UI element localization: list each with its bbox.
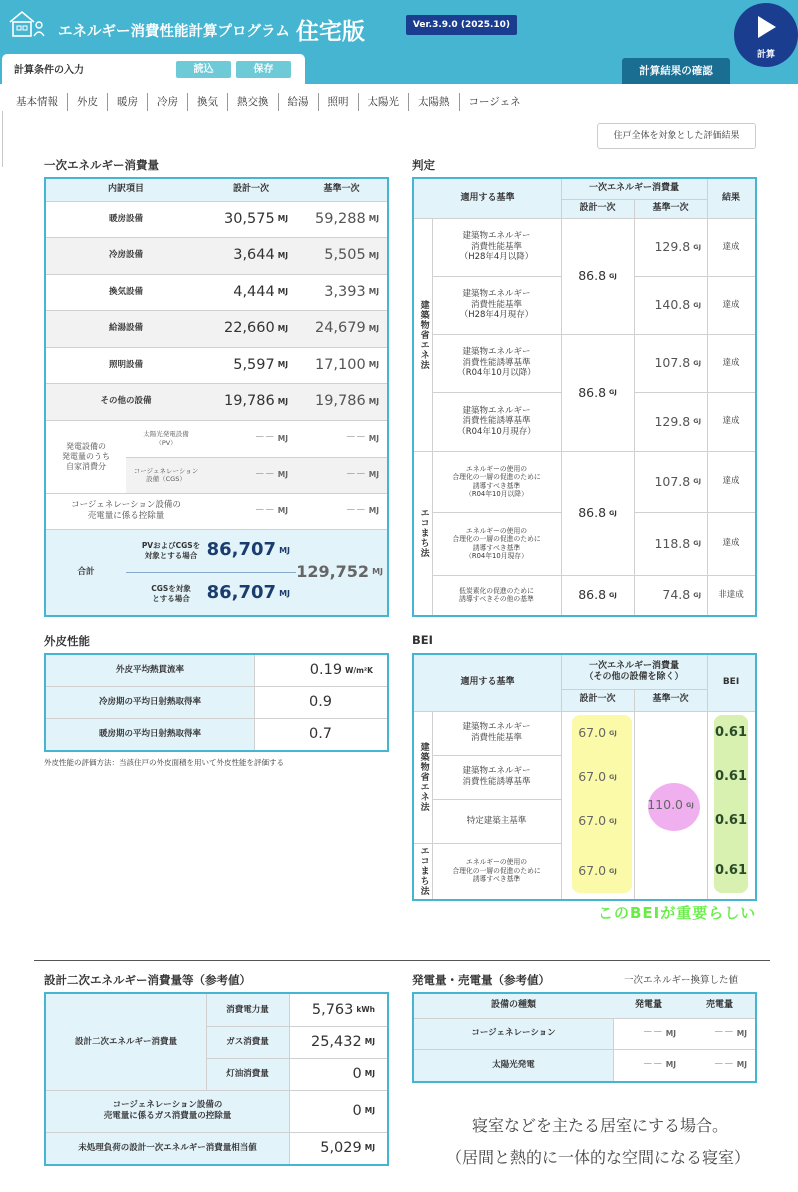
envelope-row-label: 冷房期の平均日射熱取得率 bbox=[98, 696, 201, 707]
save-button[interactable]: 保存 bbox=[236, 61, 291, 78]
row-label: 消費電力量 bbox=[226, 1004, 269, 1015]
row-label: コージェネレーション bbox=[471, 1028, 556, 1039]
row-label: 暖房設備 bbox=[108, 213, 143, 224]
house-logo-icon bbox=[8, 8, 48, 40]
total-a-value: 86,707 MJ bbox=[206, 539, 290, 561]
result-status: 達成 bbox=[722, 416, 740, 427]
row-label: 冷房設備 bbox=[108, 250, 143, 261]
base-value: 110.0 GJ bbox=[647, 797, 694, 813]
standard-name: エネルギーの使用の 合理化の一層の促進のために 誘導すべき基準 bbox=[452, 858, 541, 884]
total-b-label: CGSを対象 とする場合 bbox=[151, 584, 191, 603]
cgs-design-value: －－ MJ bbox=[254, 468, 288, 480]
base-value: 129.8 GJ bbox=[654, 239, 701, 255]
bei-value: 0.61 bbox=[714, 812, 748, 828]
standard-value: 19,786 MJ bbox=[314, 393, 379, 410]
nav-envelope[interactable]: 外皮 bbox=[67, 93, 107, 111]
col-header-sell: 売電量 bbox=[684, 994, 755, 1018]
col-header-design: 設計一次 bbox=[561, 689, 634, 711]
col-header-standard: 適用する基準 bbox=[414, 655, 561, 711]
app-title: エネルギー消費性能計算プログラム 住宅版 bbox=[58, 19, 365, 45]
generation-group-label: 発電設備の 発電量のうち 自家消費分 bbox=[62, 441, 110, 471]
judgement-title: 判定 bbox=[412, 158, 435, 172]
sell-value: －－ MJ bbox=[713, 1058, 747, 1070]
standard-name: 建築物エネルギー 消費性能基準 （H28年4月以降） bbox=[459, 231, 534, 263]
ua-value: 0.19 W/m²K bbox=[309, 662, 373, 679]
result-status: 達成 bbox=[722, 538, 740, 549]
design-value: 3,644 MJ bbox=[233, 247, 288, 264]
primary-energy-table bbox=[44, 177, 389, 617]
nav-hot-water[interactable]: 給湯 bbox=[278, 93, 318, 111]
tab-check-results[interactable]: 計算結果の確認 bbox=[622, 58, 730, 84]
total-standard-value: 129,752 MJ bbox=[296, 562, 383, 581]
standard-name: 建築物エネルギー 消費性能誘導基準 bbox=[462, 766, 531, 787]
app-header bbox=[0, 0, 798, 84]
cgs-gas-value: 0 MJ bbox=[352, 1102, 375, 1119]
total-label: 合計 bbox=[77, 566, 95, 577]
bei-table bbox=[412, 653, 757, 901]
result-status: 達成 bbox=[722, 299, 740, 310]
col-header-item: 内訳項目 bbox=[46, 179, 206, 201]
calculate-button[interactable]: 計算 bbox=[734, 3, 798, 67]
standard-name: 特定建築主基準 bbox=[466, 815, 527, 826]
col-header-base: 基準一次 bbox=[634, 199, 707, 218]
gas-value: 25,432 MJ bbox=[310, 1033, 375, 1050]
bei-value: 0.61 bbox=[714, 724, 748, 740]
result-status: 達成 bbox=[722, 241, 740, 252]
col-header-standard: 適用する基準 bbox=[414, 179, 561, 218]
col-header-design: 設計一次 bbox=[206, 179, 296, 201]
total-a-label: PVおよびCGSを 対象とする場合 bbox=[141, 541, 201, 560]
cgs-deduct-standard-value: －－ MJ bbox=[345, 504, 379, 516]
row-label: 照明設備 bbox=[108, 359, 143, 370]
nav-heating[interactable]: 暖房 bbox=[107, 93, 147, 111]
remark-line-1: 寝室などを主たる居室にする場合。 bbox=[472, 1116, 729, 1135]
row-label: 給湯設備 bbox=[108, 323, 143, 334]
cgs-standard-value: －－ MJ bbox=[345, 468, 379, 480]
nav-cooling[interactable]: 冷房 bbox=[147, 93, 187, 111]
design-value: 19,786 MJ bbox=[223, 393, 288, 410]
section-divider bbox=[34, 960, 770, 961]
nav-lighting[interactable]: 照明 bbox=[318, 93, 358, 111]
pv-label: 太陽光発電設備 （PV） bbox=[143, 430, 189, 447]
design-value: 67.0 GJ bbox=[578, 769, 617, 785]
standard-name: 建築物エネルギー 消費性能誘導基準 （R04年10月以降） bbox=[457, 347, 536, 379]
tab-input-conditions[interactable]: 計算条件の入力 bbox=[2, 54, 305, 84]
standard-value: 24,679 MJ bbox=[314, 320, 379, 337]
col-header-result: 結果 bbox=[707, 179, 755, 218]
design-value: 86.8 GJ bbox=[578, 587, 617, 603]
nav-basic[interactable]: 基本情報 bbox=[16, 96, 58, 108]
standard-value: 5,505 MJ bbox=[324, 247, 379, 264]
design-value: 22,660 MJ bbox=[223, 320, 288, 337]
bei-value: 0.61 bbox=[714, 768, 748, 784]
design-value: 67.0 GJ bbox=[578, 863, 617, 879]
base-value: 118.8 GJ bbox=[654, 535, 701, 551]
col-header-standard: 基準一次 bbox=[296, 179, 387, 201]
col-header-primary: 一次エネルギー消費量 bbox=[561, 179, 707, 199]
law-label: エコまち法 bbox=[418, 508, 429, 558]
nav-solar-pv[interactable]: 太陽光 bbox=[358, 93, 409, 111]
bei-value: 0.61 bbox=[714, 862, 748, 878]
col-header-primary: 一次エネルギー消費量 （その他の設備を除く） bbox=[561, 655, 707, 689]
kerosene-value: 0 MJ bbox=[352, 1065, 375, 1082]
base-value: 107.8 GJ bbox=[654, 355, 701, 371]
version-badge: Ver.3.9.0 (2025.10) bbox=[406, 15, 517, 35]
design-value: 86.8 GJ bbox=[578, 505, 617, 521]
secondary-group-label: 設計二次エネルギー消費量 bbox=[74, 1036, 177, 1047]
gen-value: －－ MJ bbox=[642, 1058, 676, 1070]
whole-dwelling-eval-button[interactable]: 住戸全体を対象とした評価結果 bbox=[597, 123, 756, 149]
total-b-value: 86,707 MJ bbox=[206, 582, 290, 604]
envelope-table bbox=[44, 653, 389, 752]
col-header-base: 基準一次 bbox=[634, 689, 707, 711]
envelope-row-label: 暖房期の平均日射熱取得率 bbox=[98, 728, 201, 739]
load-button[interactable]: 読込 bbox=[176, 61, 231, 78]
eta-heating-value: 0.7 bbox=[308, 725, 333, 742]
standard-value: 17,100 MJ bbox=[314, 356, 379, 373]
standard-value: 3,393 MJ bbox=[324, 283, 379, 300]
law-label: 建築物省エネ法 bbox=[418, 299, 429, 370]
design-value: 67.0 GJ bbox=[578, 725, 617, 741]
result-status: 非達成 bbox=[718, 589, 744, 600]
nav-solar-thermal[interactable]: 太陽熱 bbox=[408, 93, 459, 111]
standard-name: エネルギーの使用の 合理化の一層の促進のために 誘導すべき基準 （R04年10月以降） bbox=[452, 464, 541, 498]
generation-table bbox=[412, 992, 757, 1083]
untreated-label: 未処理負荷の設計一次エネルギー消費量相当値 bbox=[78, 1142, 257, 1153]
design-value: 5,597 MJ bbox=[233, 356, 288, 373]
nav-cogeneration[interactable]: コージェネ bbox=[459, 93, 530, 111]
envelope-row-label: 外皮平均熱貫流率 bbox=[115, 665, 184, 676]
row-label: 灯油消費量 bbox=[226, 1068, 269, 1079]
result-status: 達成 bbox=[722, 476, 740, 487]
envelope-title: 外皮性能 bbox=[44, 634, 90, 648]
remark-line-2: （居間と熱的に一体的な空間になる寝室） bbox=[446, 1148, 751, 1167]
result-status: 達成 bbox=[722, 357, 740, 368]
standard-name: 建築物エネルギー 消費性能基準 bbox=[462, 722, 531, 743]
row-label: その他の設備 bbox=[100, 396, 152, 407]
secondary-energy-table bbox=[44, 992, 389, 1166]
standard-name: 建築物エネルギー 消費性能誘導基準 （R04年10月現存） bbox=[457, 405, 536, 437]
base-value: 140.8 GJ bbox=[654, 297, 701, 313]
col-header-gen: 発電量 bbox=[613, 994, 684, 1018]
standard-value: 59,288 MJ bbox=[314, 210, 379, 227]
eta-cooling-value: 0.9 bbox=[308, 693, 333, 710]
primary-energy-title: 一次エネルギー消費量 bbox=[44, 158, 159, 172]
design-value: 30,575 MJ bbox=[223, 210, 288, 227]
design-value: 86.8 GJ bbox=[578, 384, 617, 400]
col-header-bei: BEI bbox=[707, 655, 755, 711]
divider bbox=[2, 111, 3, 167]
standard-name: エネルギーの使用の 合理化の一層の促進のために 誘導すべき基準 （R04年10月現存） bbox=[452, 526, 541, 560]
generation-title: 発電量・売電量（参考値） bbox=[412, 973, 550, 987]
row-label: 換気設備 bbox=[108, 286, 143, 297]
envelope-note: 外皮性能の評価方法：当該住戸の外皮面積を用いて外皮性能を評価する bbox=[44, 758, 284, 767]
sell-value: －－ MJ bbox=[713, 1027, 747, 1039]
row-label: 太陽光発電 bbox=[492, 1059, 535, 1070]
design-value: 4,444 MJ bbox=[233, 283, 288, 300]
design-value: 86.8 GJ bbox=[578, 268, 617, 284]
col-header-type: 設備の種類 bbox=[414, 994, 613, 1018]
pv-design-value: －－ MJ bbox=[254, 432, 288, 444]
untreated-value: 5,029 MJ bbox=[320, 1139, 375, 1156]
nav-heat-exchange[interactable]: 熱交換 bbox=[227, 93, 278, 111]
electricity-value: 5,763 kWh bbox=[311, 1001, 375, 1018]
section-nav bbox=[10, 93, 530, 111]
bei-title: BEI bbox=[412, 633, 433, 647]
design-value: 67.0 GJ bbox=[578, 813, 617, 829]
row-label: ガス消費量 bbox=[226, 1036, 269, 1047]
nav-ventilation[interactable]: 換気 bbox=[187, 93, 227, 111]
base-value: 129.8 GJ bbox=[654, 413, 701, 429]
gen-value: －－ MJ bbox=[642, 1027, 676, 1039]
base-value: 74.8 GJ bbox=[662, 587, 701, 603]
col-header-design: 設計一次 bbox=[561, 199, 634, 218]
law-label: 建築物省エネ法 bbox=[418, 742, 429, 812]
cgs-label: コージェネレーション 設備（CGS） bbox=[133, 466, 199, 483]
law-label: エコまち法 bbox=[418, 846, 429, 896]
pv-standard-value: －－ MJ bbox=[345, 432, 379, 444]
standard-name: 建築物エネルギー 消費性能基準 （H28年4月現存） bbox=[459, 289, 534, 321]
secondary-energy-title: 設計二次エネルギー消費量等（参考値） bbox=[44, 973, 251, 987]
cgs-deduct-label: コージェネレーション設備の 売電量に係る控除量 bbox=[71, 500, 181, 521]
generation-subtitle: 一次エネルギー換算した値 bbox=[624, 975, 739, 986]
cgs-deduct-design-value: －－ MJ bbox=[254, 504, 288, 516]
judgement-table bbox=[412, 177, 757, 617]
cgs-gas-label: コージェネレーション設備の 売電量に係るガス消費量の控除量 bbox=[103, 1100, 232, 1121]
play-icon bbox=[758, 16, 776, 38]
bei-annotation: このBEIが重要らしい bbox=[598, 904, 757, 922]
standard-name: 低炭素化の促進のために 誘導すべきその他の基準 bbox=[459, 586, 534, 603]
base-value: 107.8 GJ bbox=[654, 473, 701, 489]
